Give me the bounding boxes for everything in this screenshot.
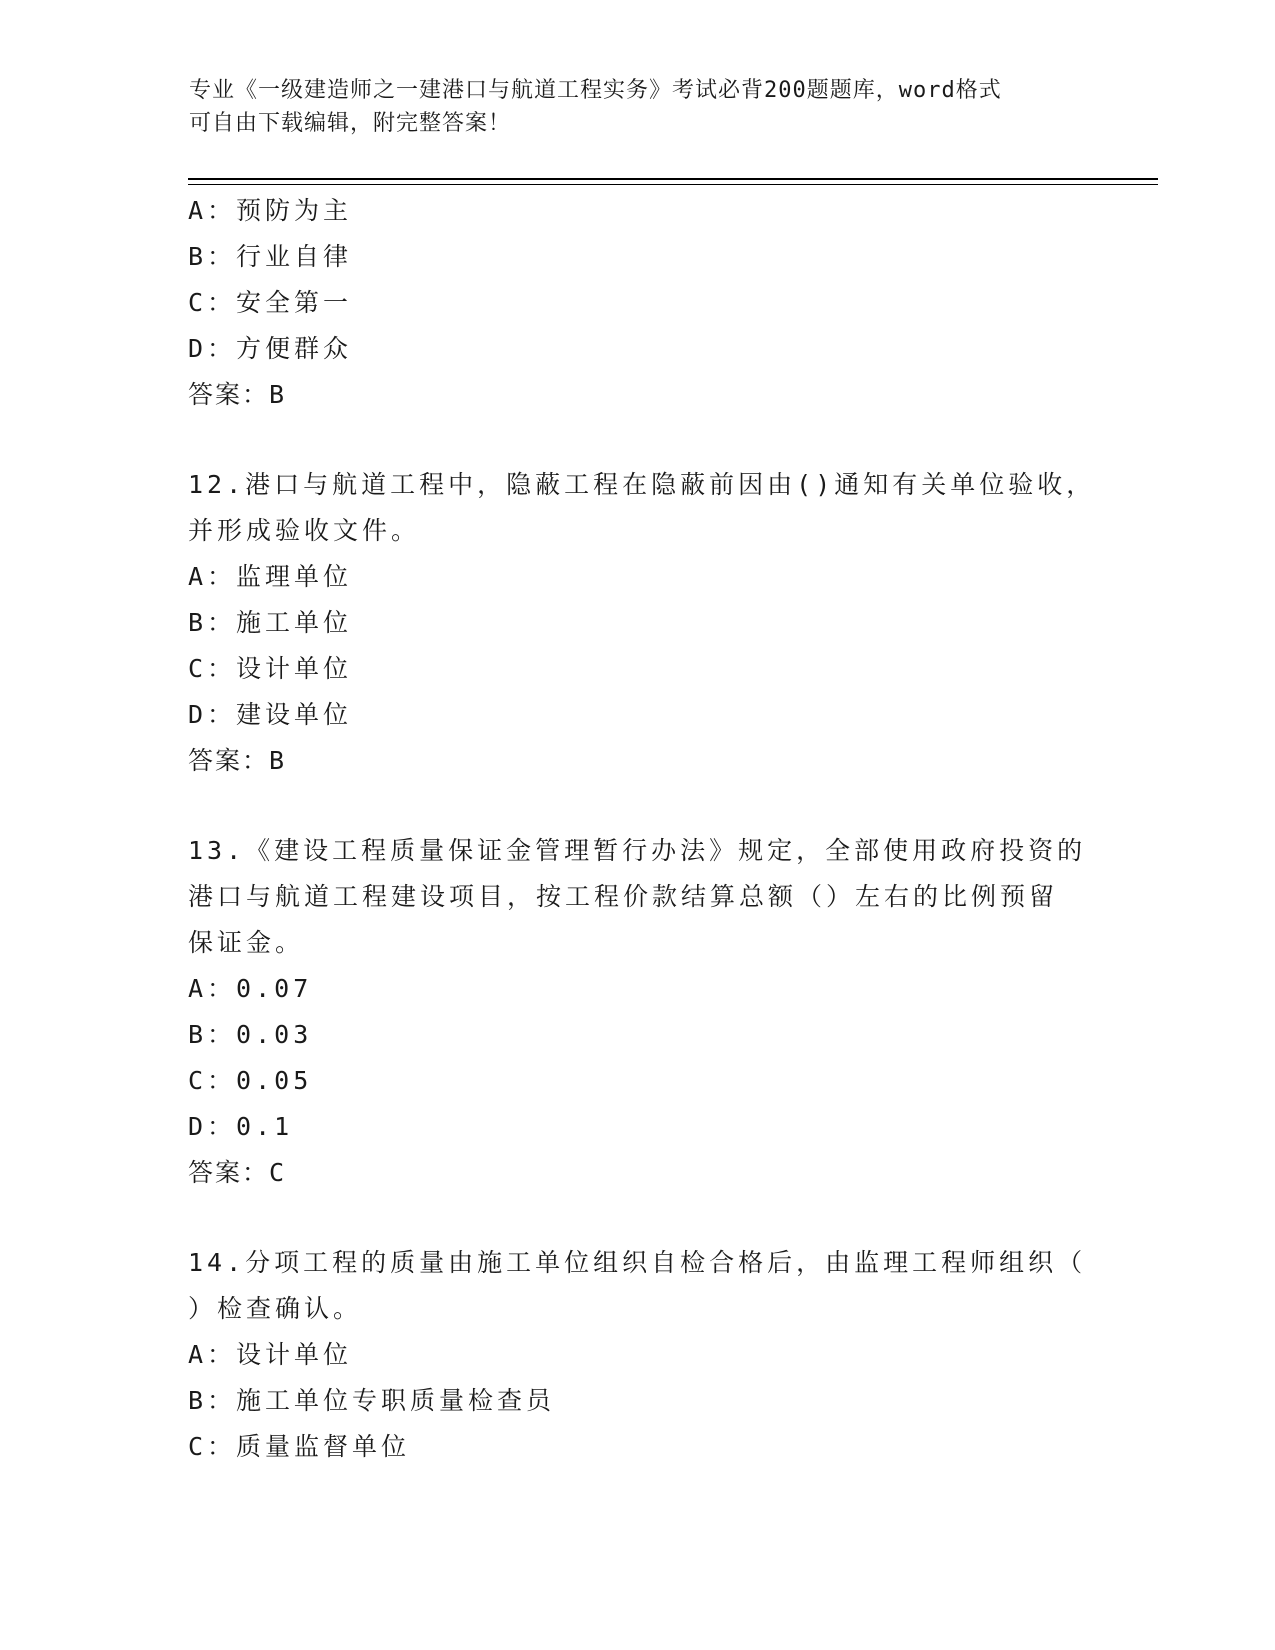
question-stem-line: 12.港口与航道工程中，隐蔽工程在隐蔽前因由()通知有关单位验收， — [188, 470, 1096, 499]
question-stem-line: 保证金。 — [188, 928, 305, 957]
question-stem-line: 港口与航道工程建设项目，按工程价款结算总额（）左右的比例预留 — [188, 882, 1059, 911]
option-b: B：施工单位 — [188, 608, 353, 637]
answer: 答案：B — [188, 380, 287, 409]
question-stem-line: ）检查确认。 — [188, 1294, 363, 1323]
header-line-2: 可自由下载编辑，附完整答案！ — [189, 111, 512, 136]
option-d: D：0.1 — [188, 1112, 294, 1141]
question-list — [188, 188, 1096, 1470]
header-rule-thin — [188, 184, 1158, 185]
option-b: B：0.03 — [188, 1020, 313, 1049]
option-b: B：行业自律 — [188, 242, 353, 271]
option-c: C：安全第一 — [188, 288, 353, 317]
option-c: C：设计单位 — [188, 654, 353, 683]
spacer — [188, 1196, 1088, 1240]
header-line-1: 专业《一级建造师之一建港口与航道工程实务》考试必背200题题库，word格式 — [189, 78, 1002, 103]
question-stem-line: 并形成验收文件。 — [188, 516, 421, 545]
question-stem-line: 14.分项工程的质量由施工单位组织自检合格后，由监理工程师组织（ — [188, 1248, 1087, 1277]
option-a: A：预防为主 — [188, 196, 353, 225]
document-header — [189, 74, 1089, 140]
spacer — [188, 784, 1088, 828]
question-stem-line: 13.《建设工程质量保证金管理暂行办法》规定，全部使用政府投资的 — [188, 836, 1087, 865]
question-14 — [188, 1240, 1088, 1470]
option-b: B：施工单位专职质量检查员 — [188, 1386, 556, 1415]
question-13 — [188, 828, 1088, 1196]
answer: 答案：B — [188, 746, 287, 775]
option-a: A：0.07 — [188, 974, 313, 1003]
option-a: A：监理单位 — [188, 562, 353, 591]
option-d: D：方便群众 — [188, 334, 353, 363]
question-11 — [188, 188, 1088, 418]
header-rule-thick — [188, 178, 1158, 180]
option-c: C：0.05 — [188, 1066, 313, 1095]
answer: 答案：C — [188, 1158, 287, 1187]
question-12 — [188, 462, 1096, 784]
option-c: C：质量监督单位 — [188, 1432, 411, 1461]
option-a: A：设计单位 — [188, 1340, 353, 1369]
spacer — [188, 418, 1088, 462]
option-d: D：建设单位 — [188, 700, 353, 729]
